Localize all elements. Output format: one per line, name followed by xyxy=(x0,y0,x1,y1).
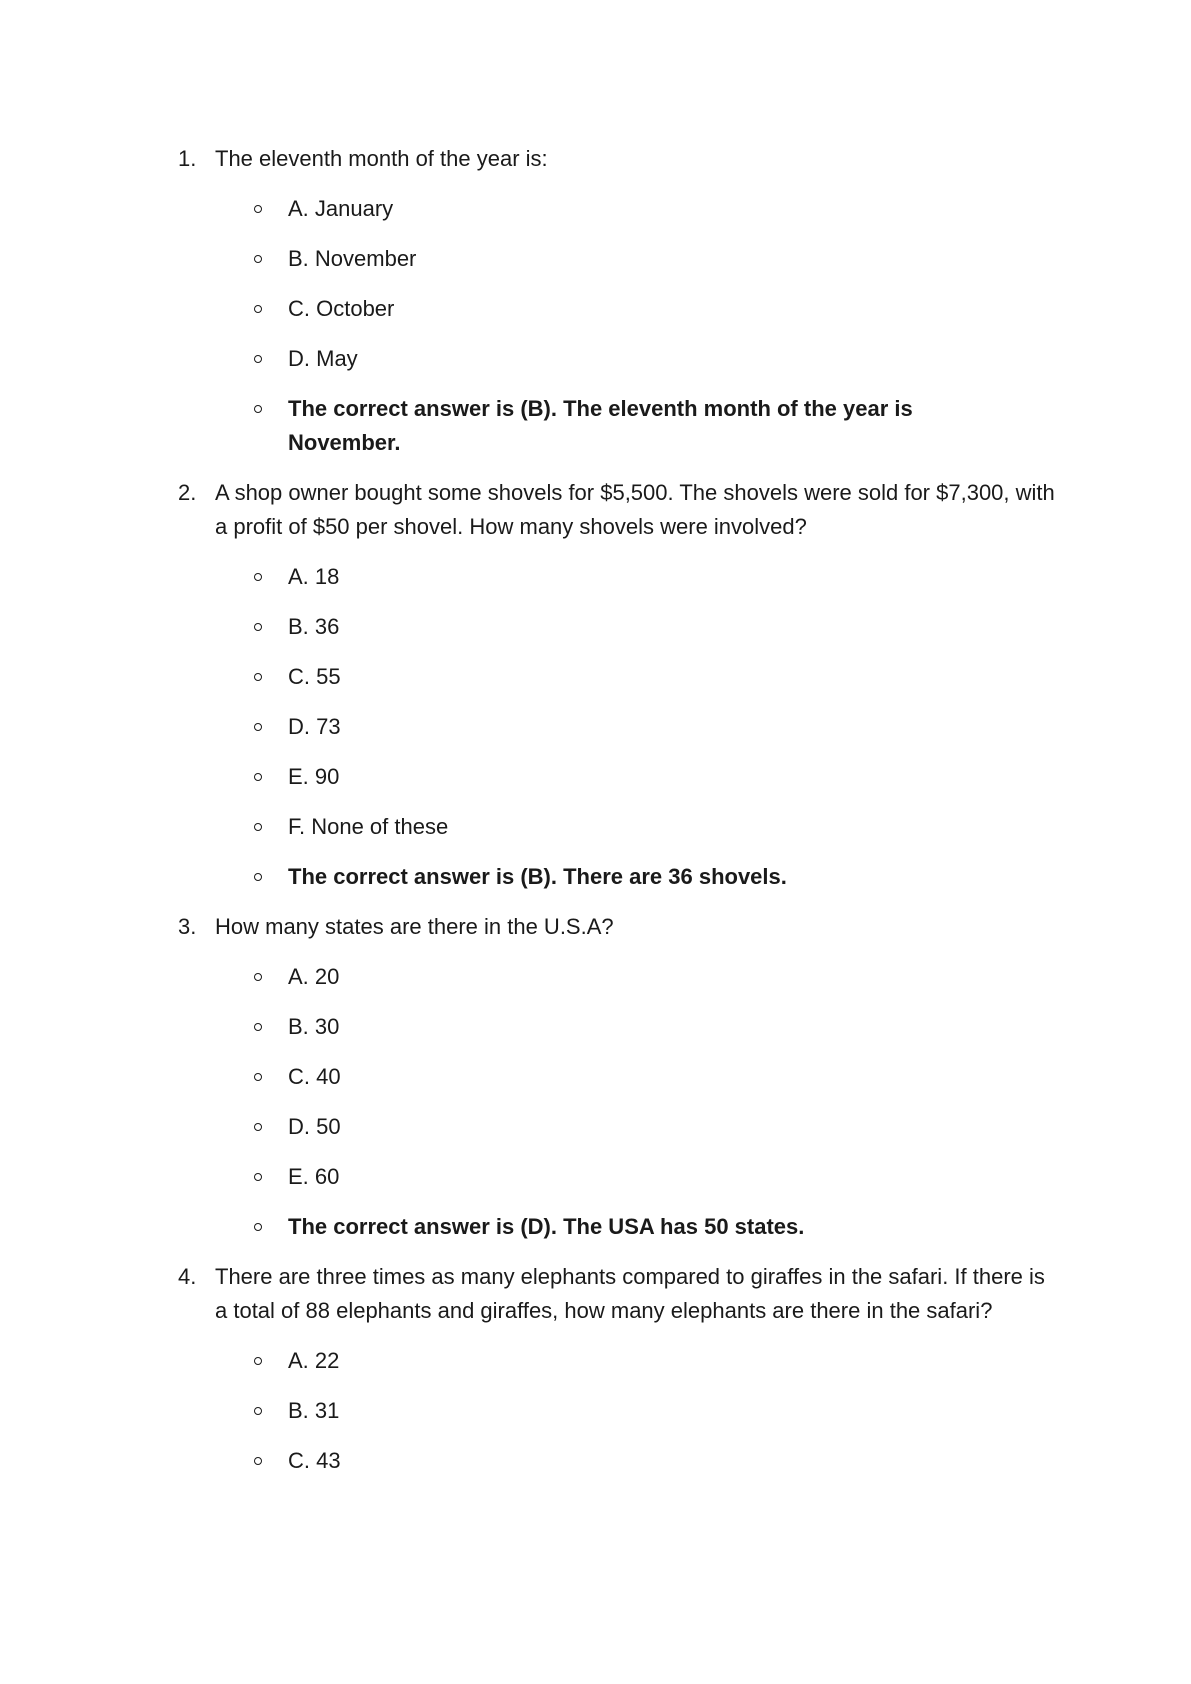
option-item xyxy=(178,1060,1058,1110)
option-item xyxy=(178,192,1058,242)
option-text: B. 31 xyxy=(288,1398,340,1423)
option-item xyxy=(178,292,1058,342)
option-text: B. 36 xyxy=(288,614,340,639)
answer-item xyxy=(178,1210,1058,1260)
question-text: The eleventh month of the year is: xyxy=(215,146,548,171)
option-item xyxy=(178,1344,1058,1394)
circle-bullet-icon xyxy=(254,255,262,263)
question-list xyxy=(178,142,1058,1494)
answer-text: The correct answer is (B). The eleventh month of the year is November. xyxy=(288,396,913,455)
option-list xyxy=(178,560,1058,910)
circle-bullet-icon xyxy=(254,1073,262,1081)
option-text: A. 20 xyxy=(288,964,340,989)
question-number: 4. xyxy=(178,1264,197,1289)
answer-text: The correct answer is (B). There are 36 shovels. xyxy=(288,864,787,889)
circle-bullet-icon xyxy=(254,673,262,681)
circle-bullet-icon xyxy=(254,873,262,881)
circle-bullet-icon xyxy=(254,1223,262,1231)
option-item xyxy=(178,1394,1058,1444)
option-item xyxy=(178,610,1058,660)
circle-bullet-icon xyxy=(254,1023,262,1031)
question-text: A shop owner bought some shovels for $5,500. The shovels were sold for $7,300, with a profit of $50 per shovel. How many shovels were involved? xyxy=(215,480,1055,539)
option-item xyxy=(178,660,1058,710)
option-item xyxy=(178,1010,1058,1060)
option-text: C. October xyxy=(288,296,395,321)
question-2 xyxy=(178,476,1058,910)
option-list xyxy=(178,192,1058,476)
answer-item xyxy=(178,860,1058,910)
circle-bullet-icon xyxy=(254,623,262,631)
option-list xyxy=(178,960,1058,1260)
circle-bullet-icon xyxy=(254,1357,262,1365)
option-item xyxy=(178,342,1058,392)
question-3 xyxy=(178,910,1058,1260)
option-text: E. 60 xyxy=(288,1164,340,1189)
option-text: D. May xyxy=(288,346,358,371)
option-item xyxy=(178,760,1058,810)
option-text: D. 50 xyxy=(288,1114,341,1139)
circle-bullet-icon xyxy=(254,1407,262,1415)
option-text: F. None of these xyxy=(288,814,449,839)
option-text: A. 18 xyxy=(288,564,340,589)
option-list xyxy=(178,1344,1058,1494)
option-text: C. 40 xyxy=(288,1064,341,1089)
option-item xyxy=(178,710,1058,760)
option-item xyxy=(178,1444,1058,1494)
answer-item xyxy=(178,392,1058,476)
question-1 xyxy=(178,142,1058,476)
question-number: 1. xyxy=(178,146,197,171)
question-number: 3. xyxy=(178,914,197,939)
option-item xyxy=(178,810,1058,860)
circle-bullet-icon xyxy=(254,405,262,413)
question-4 xyxy=(178,1260,1058,1494)
option-item xyxy=(178,1110,1058,1160)
option-text: B. 30 xyxy=(288,1014,340,1039)
circle-bullet-icon xyxy=(254,1457,262,1465)
option-text: C. 55 xyxy=(288,664,341,689)
circle-bullet-icon xyxy=(254,305,262,313)
answer-text: The correct answer is (D). The USA has 50 states. xyxy=(288,1214,805,1239)
option-item xyxy=(178,242,1058,292)
circle-bullet-icon xyxy=(254,1173,262,1181)
option-text: A. 22 xyxy=(288,1348,340,1373)
option-item xyxy=(178,1160,1058,1210)
circle-bullet-icon xyxy=(254,573,262,581)
option-text: E. 90 xyxy=(288,764,340,789)
option-text: B. November xyxy=(288,246,417,271)
circle-bullet-icon xyxy=(254,355,262,363)
circle-bullet-icon xyxy=(254,205,262,213)
circle-bullet-icon xyxy=(254,823,262,831)
circle-bullet-icon xyxy=(254,973,262,981)
circle-bullet-icon xyxy=(254,773,262,781)
option-text: A. January xyxy=(288,196,394,221)
circle-bullet-icon xyxy=(254,723,262,731)
question-number: 2. xyxy=(178,480,197,505)
option-item xyxy=(178,960,1058,1010)
option-text: C. 43 xyxy=(288,1448,341,1473)
option-text: D. 73 xyxy=(288,714,341,739)
question-text: There are three times as many elephants compared to giraffes in the safari. If there is a total of 88 elephants and giraffes, how many elephants are there in the safari? xyxy=(215,1264,1045,1323)
option-item xyxy=(178,560,1058,610)
circle-bullet-icon xyxy=(254,1123,262,1131)
question-text: How many states are there in the U.S.A? xyxy=(215,914,614,939)
